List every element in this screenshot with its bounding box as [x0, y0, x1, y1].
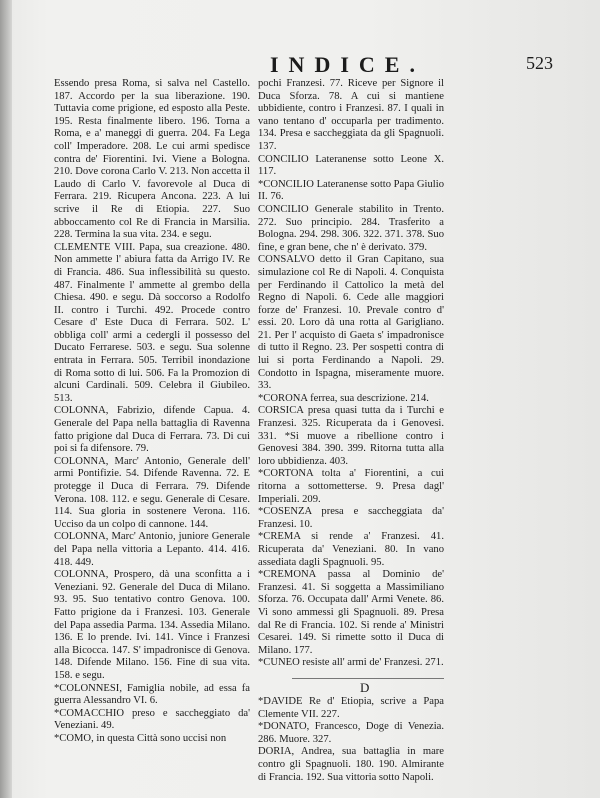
index-entry: *CONCILIO Lateranense sotto Papa Giulio II. 76. — [258, 178, 444, 203]
index-entry: COLONNA, Prospero, dà una sconfitta a i Veneziani. 92. Generale del Duca di Milano. 93. 95. Suo tentativo contro Genova. 100. Fatto prigione da i Franzesi. 103. Generale del Papa assedia Parma. 134. Assedia Milano. 136. E lo prende. Ivi. 141. Vince i Franzesi alla Bicocca. 147. S' impadronisce di Genova. 148. Difende Milano. 156. Fine di sua vita. 158. e segu. — [54, 569, 250, 681]
index-entry: COLONNA, Marc' Antonio, juniore Generale del Papa nella vittoria a Lepanto. 414. 416. 418. 449. — [54, 531, 250, 568]
index-entry: *COLONNESI, Famiglia nobile, ad essa fa guerra Alessandro VI. 6. — [54, 682, 250, 707]
section-divider — [292, 678, 444, 679]
page-header — [55, 50, 575, 80]
index-entry: *CREMONA passa al Dominio de' Franzesi. 41. Si soggetta a Massimiliano Sforza. 76. Occupata dall' Armi Venete. 86. Vi sono ammessi gli Spagnuoli. 89. Presa dal Re di Francia. 102. Si rende a' Ministri Cesarei. 149. Si rimette sotto il Duca di Milano. 177. — [258, 569, 444, 656]
index-entry: CONSALVO detto il Gran Capitano, sua simulazione col Re di Napoli. 4. Conquista per Ferdinando il Cattolico la metà del Regno di Napoli. 6. Cede alle maggiori forze de' Franzesi. 10. Prevale contro d' essi. 20. Loro dà una rotta al Garigliano. 21. Per l' acquisto di Gaeta s' impadronisce di tutto il Regno. 23. Per sospetti contra di lui si porta Ferdinando a Napoli. 29. Condotto in Ispagna, miseramente muore. 33. — [258, 254, 444, 392]
index-column-left — [54, 78, 250, 745]
index-entry: *DAVIDE Re d' Etiopia, scrive a Papa Clemente VII. 227. — [258, 696, 444, 720]
running-title: INDICE. — [270, 52, 425, 77]
index-entry: Essendo presa Roma, si salva nel Castello. 187. Accordo per la sua liberazione. 190. Tuttavia come prigione, ed esposto alla Peste. 195. Resta finalmente libero. 196. Torna a Roma, e a' maneggi di guerra. 204. Fa Lega coll' Imperadore. 208. Le cui armi spedisce contra de' Fiorentini. Ivi. Viene a Bologna. 210. Dove corona Carlo V. 213. Non accetta il Laudo di Carlo V. favorevole al Duca di Ferrara. 219. Ricupera Ancona. 223. A lui scrive il Re di Etiopia. 227. Suo abboccamento col Re di Francia in Marsilia. 228. Termina la sua vita. 234. e segu. — [54, 78, 250, 241]
index-entry: pochi Franzesi. 77. Riceve per Signore il Duca Sforza. 78. A cui si mantiene ubbidiente, contro i Franzesi. 87. I quali in vano tentano d' occuparla per tradimento. 134. Presa e saccheggiata da gli Spagnuoli. 137. — [258, 78, 444, 152]
page-number: 523 — [526, 53, 553, 73]
index-entry: *CREMA si rende a' Franzesi. 41. Ricuperata da' Veneziani. 80. In vano assediata dagli Spagnuoli. 95. — [258, 531, 444, 568]
index-section-d — [258, 696, 444, 784]
index-entry: CORSICA presa quasi tutta da i Turchi e Franzesi. 325. Ricuperata da i Genovesi. 331. *Si muove a ribellione contro i Genovesi 384. 390. 399. Ritorna tutta alla loro ubbidienza. 403. — [258, 405, 444, 467]
index-entry: *CORTONA tolta a' Fiorentini, a cui ritorna a sottometterse. 9. Presa dagl' Imperiali. 209. — [258, 468, 444, 505]
index-entry: COLONNA, Fabrizio, difende Capua. 4. Generale del Papa nella battaglia di Ravenna fatto prigione dal Duca di Ferrara. 73. Di cui poi si fa difensore. 79. — [54, 405, 250, 455]
page-gutter-shadow — [0, 0, 12, 798]
index-entry: *CUNEO resiste all' armi de' Franzesi. 271. — [258, 657, 444, 669]
index-entry: DORIA, Andrea, sua battaglia in mare contro gli Spagnuoli. 180. 190. Almirante di Francia. 192. Sua vittoria sotto Napoli. — [258, 746, 444, 783]
index-entry: *COSENZA presa e saccheggiata da' Franzesi. 10. — [258, 506, 444, 530]
index-entry: CLEMENTE VIII. Papa, sua creazione. 480. Non ammette l' abiura fatta da Arrigo IV. Re di Francia. 486. Sua inflessibilità su questo. 487. Finalmente l' ammette al grembo della Chiesa. 490. e segu. Dà soccorso a Rodolfo II. contro i Turchi. 492. Procede contro Cesare d' Este Duca di Ferrara. 502. L' obbliga coll' armi a cedergli il possesso del Ducato Ferrarese. 503. e segu. Sua solenne entrata in Ferrara. 505. Terribil inondazione di Roma sotto di lui. 506. Fa la Promozion di alcuni Cardinali. 509. Celebra il Giubileo. 513. — [54, 241, 250, 404]
index-entry: *COMO, in questa Città sono uccisi non — [54, 732, 227, 744]
index-entry: CONCILIO Lateranense sotto Leone X. 117. — [258, 153, 444, 178]
section-letter-heading: D — [360, 680, 370, 695]
index-column-right — [258, 78, 444, 670]
index-entry: COLONNA, Marc' Antonio, Generale dell' armi Pontifizie. 54. Difende Ravenna. 72. E protegge il Duca di Ferrara. 79. Difende Verona. 108. 112. e segu. Generale di Cesare. 114. Sua gloria in sostenere Verona. 116. Ucciso da un colpo di cannone. 144. — [54, 455, 250, 530]
index-entry: *CORONA ferrea, sua descrizione. 214. — [258, 392, 429, 404]
index-entry: *DONATO, Francesco, Doge di Venezia. 286. Muore. 327. — [258, 721, 444, 745]
index-entry: CONCILIO Generale stabilito in Trento. 272. Suo principio. 284. Trasferito a Bologna. 294. 298. 306. 322. 371. 378. Suo fine, e gran bene, che n' è derivato. 379. — [258, 203, 444, 253]
index-entry: *COMACCHIO preso e saccheggiato da' Veneziani. 49. — [54, 707, 250, 732]
